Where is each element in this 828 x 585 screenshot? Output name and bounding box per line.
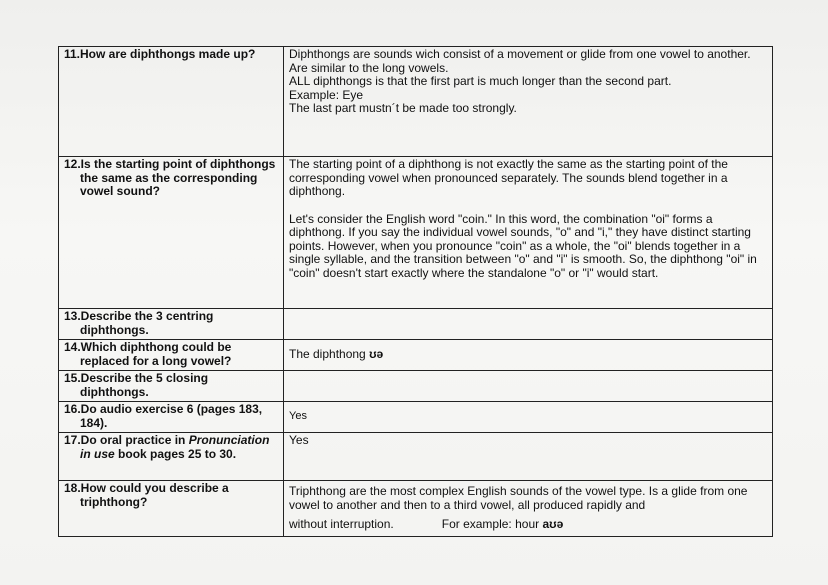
example-ipa: aʊə [542, 517, 564, 531]
answer-cell [284, 47, 773, 157]
question-15: 15.Describe the 5 closing diphthongs. [64, 371, 209, 399]
qa-table [58, 46, 773, 537]
answer-cell [284, 157, 773, 309]
answer-14-text: The diphthong [289, 346, 370, 361]
question-cell [59, 340, 284, 371]
question-cell [59, 402, 284, 433]
answer-12-example: Let's consider the English word "coin." In this word, the combination "oi" forms a diphthong. If you say the individual vowel sounds, "o" and "i," they have distinct starting points. However, when you pronounce "coin" as a whole, the "oi" blends together in a single syllable, and the transition between "o" and "i" is smooth. So, the diphthong "oi" in "coin" doesn't start exactly where the standalone "o" or "i" would start. [289, 211, 757, 280]
answer-cell [284, 481, 773, 537]
table-row [59, 309, 773, 340]
question-12: 12.Is the starting point of diphthongs the same as the corresponding vowel sound? [64, 157, 276, 198]
answer-14-ipa: ʊə [369, 346, 384, 361]
answer-18-line: without interruption. For example: hour aʊə [289, 517, 564, 531]
table-row [59, 481, 773, 537]
table-row [59, 371, 773, 402]
answer-11-line: Diphthongs are sounds wich consist of a movement or glide from one vowel to another. [289, 47, 751, 61]
question-17: 17.Do oral practice in Pronunciation in use book pages 25 to 30. [64, 433, 270, 461]
question-11: 11.How are diphthongs made up? [64, 47, 256, 61]
answer-11-line: ALL diphthongs is that the first part is much longer than the second part. [289, 74, 672, 88]
answer-16: Yes [289, 410, 307, 423]
question-cell [59, 157, 284, 309]
answer-17: Yes [289, 433, 309, 447]
answer-cell [284, 433, 773, 481]
table-row [59, 157, 773, 309]
question-18: 18.How could you describe a triphthong? [64, 481, 229, 509]
question-14: 14.Which diphthong could be replaced for a long vowel? [64, 340, 232, 368]
answer-cell [284, 402, 773, 433]
answer-cell [284, 371, 773, 402]
question-cell [59, 371, 284, 402]
answer-11-line: The last part mustn´t be made too strongly. [289, 101, 517, 115]
question-cell [59, 309, 284, 340]
book-title: Pronunciation in use [80, 433, 270, 461]
answer-cell [284, 309, 773, 340]
table-row [59, 47, 773, 157]
answer-18-example: For example: hour aʊə [441, 517, 564, 531]
question-16: 16.Do audio exercise 6 (pages 183, 184). [64, 402, 263, 430]
table-row [59, 340, 773, 371]
question-13: 13.Describe the 3 centring diphthongs. [64, 309, 214, 337]
question-cell [59, 481, 284, 537]
table-row [59, 402, 773, 433]
answer-12-paragraph: The starting point of a diphthong is not exactly the same as the starting point of the corresponding vowel when pronounced separately. The sounds blend together in a diphthong. [289, 157, 728, 198]
answer-11-line: Are similar to the long vowels. [289, 60, 449, 75]
question-cell [59, 433, 284, 481]
answer-11-line: Example: Eye [289, 87, 364, 102]
answer-cell [284, 340, 773, 371]
question-cell [59, 47, 284, 157]
answer-18-line: Triphthong are the most complex English sounds of the vowel type. Is a glide from one vowel to another and then to a third vowel, all produced rapidly and [289, 484, 748, 512]
table-row [59, 433, 773, 481]
